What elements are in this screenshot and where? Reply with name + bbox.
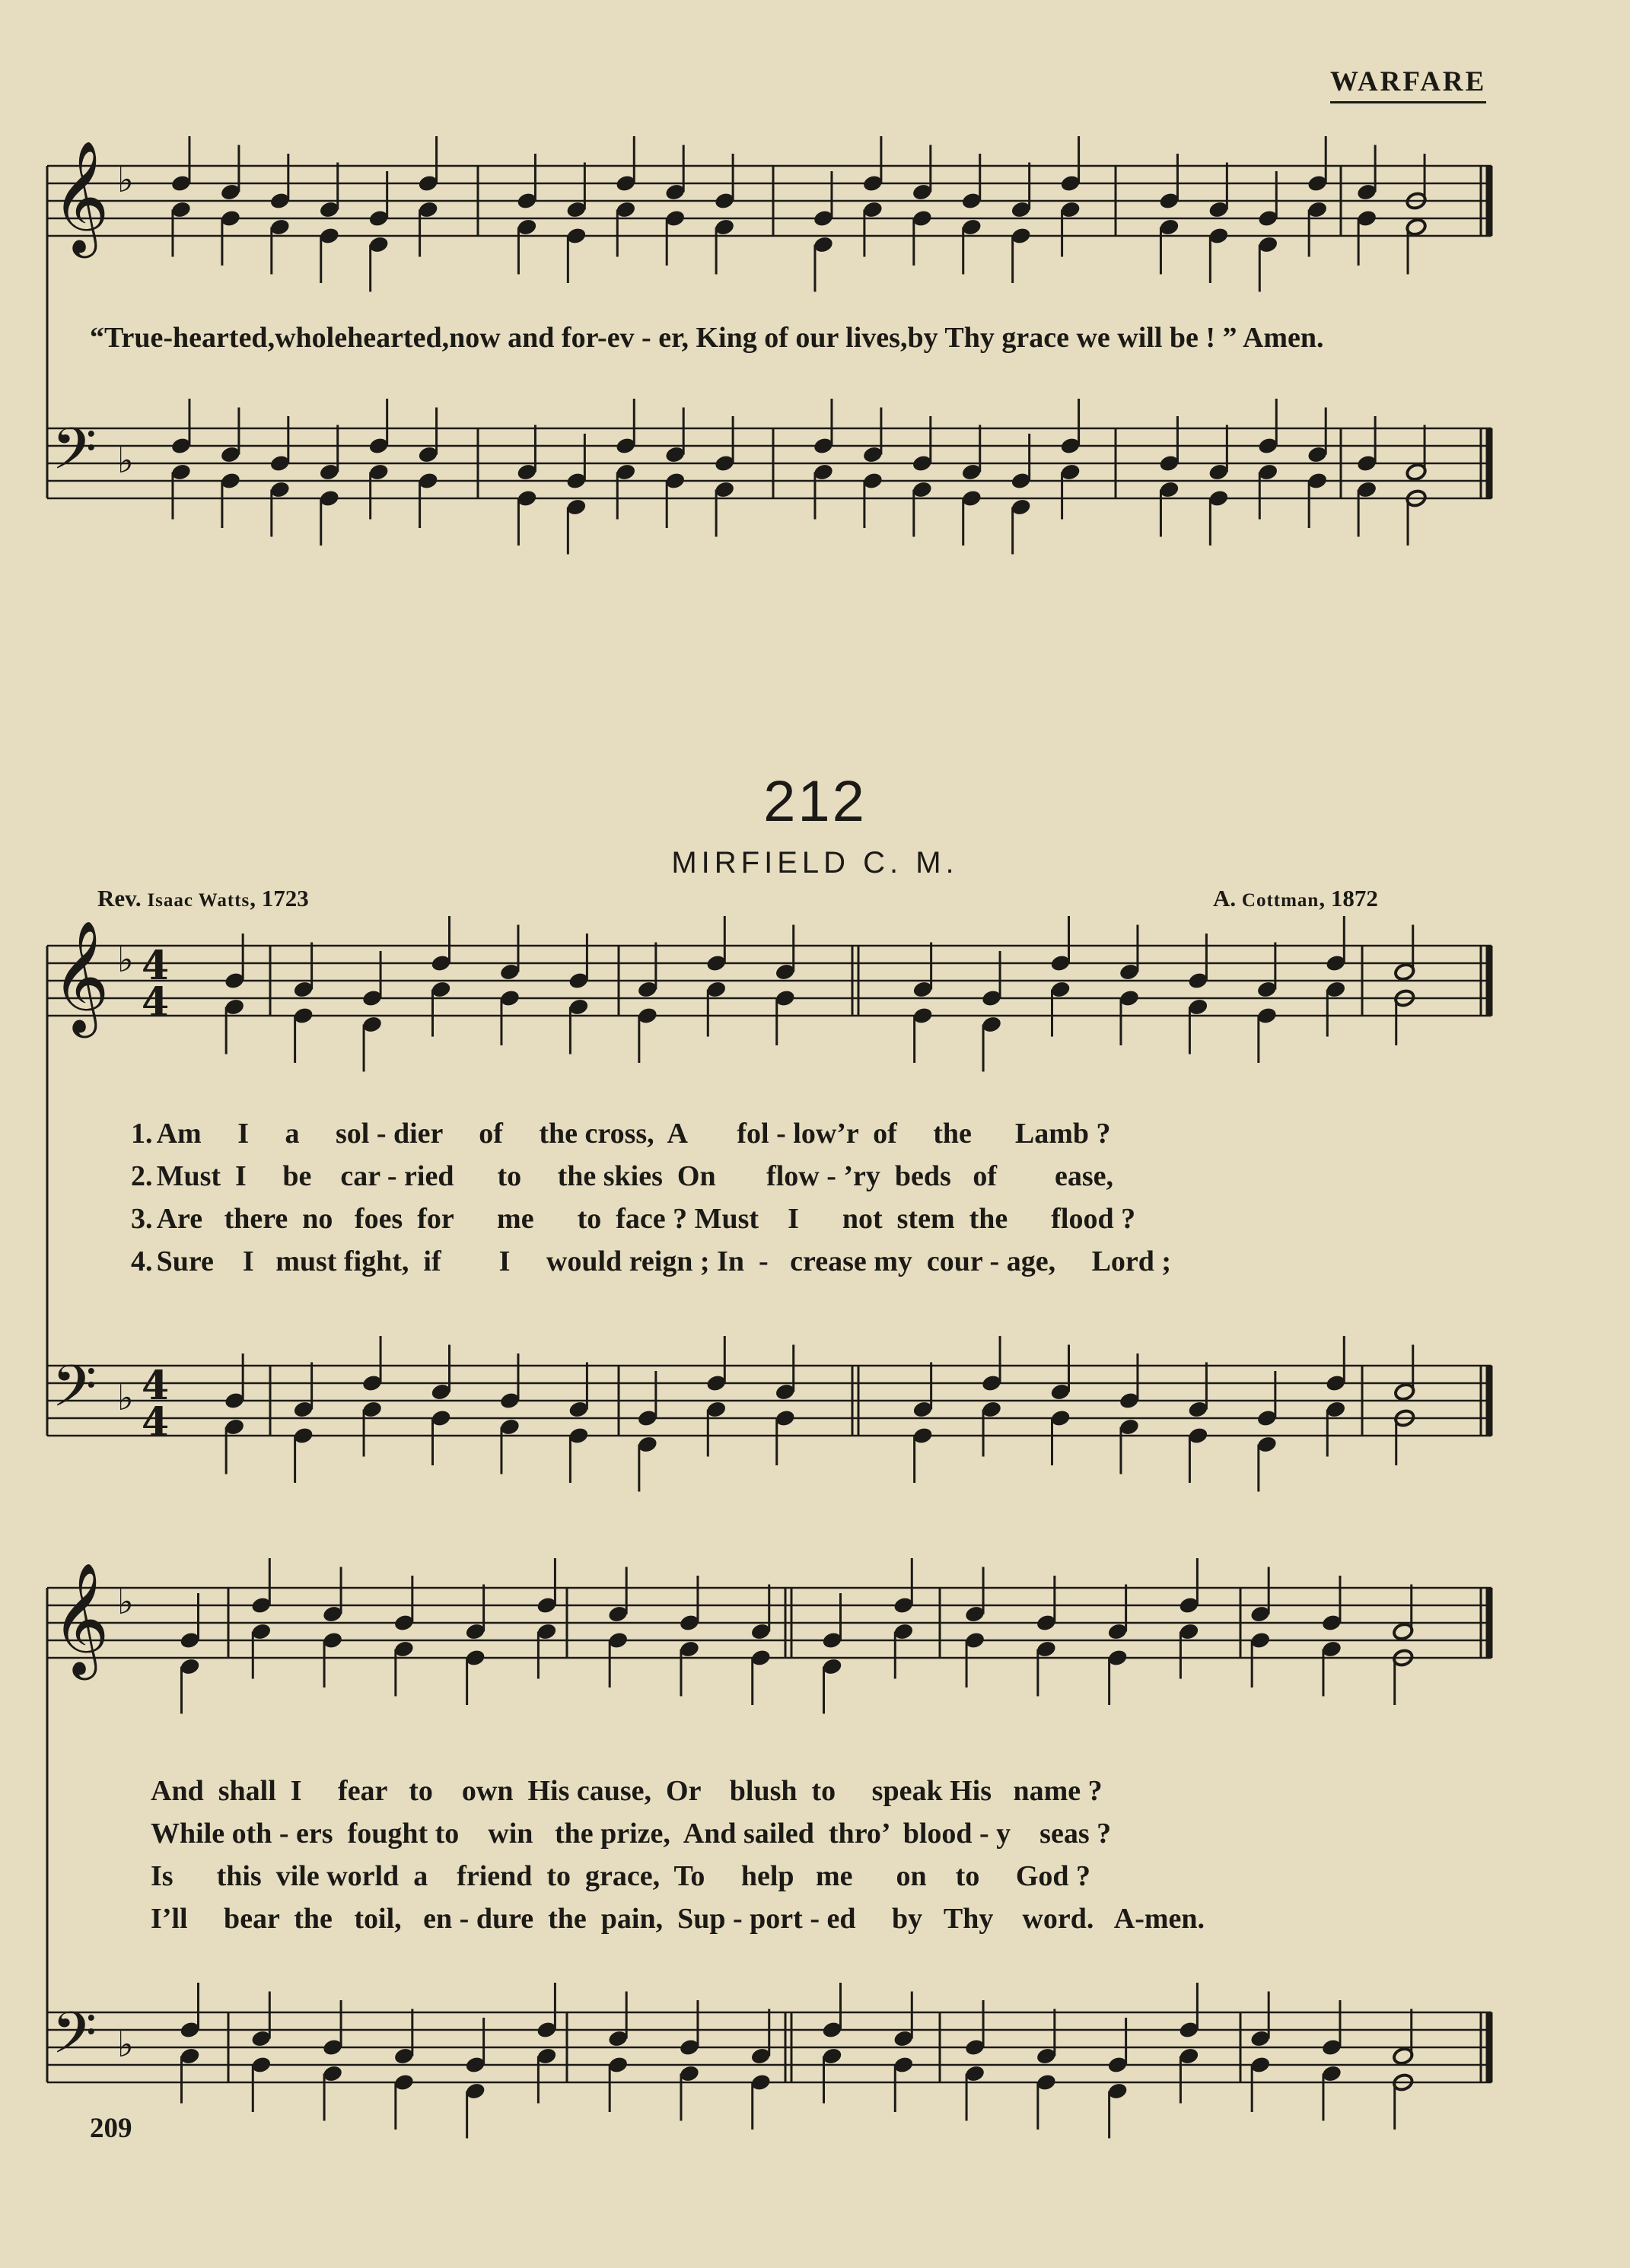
- verse-line-4b: I’ll bear the toil, en - dure the pain, Sup - port - ed by Thy word. A-men.: [151, 1903, 1205, 1935]
- section-header: WARFARE: [1330, 65, 1486, 103]
- verse-line-3b: Is this vile world a friend to grace, To help me on to God ?: [151, 1860, 1091, 1892]
- page-number: 209: [90, 2113, 132, 2144]
- hymn-number: 212: [763, 769, 867, 834]
- treble-clef-icon: 𝄞: [52, 1562, 110, 1675]
- verse-line-4: 4. Sure I must fight, if I would reign ; In - crease my cour - age, Lord ;: [131, 1245, 1172, 1277]
- bass-clef-icon: 𝄢: [52, 1999, 97, 2081]
- verse-block-2: [151, 1774, 1205, 1945]
- verse-line-2: 2. Must I be car - ried to the skies On flow - ’ry beds of ease,: [131, 1160, 1114, 1192]
- verse-line-1b: And shall I fear to own His cause, Or blush to speak His name ?: [151, 1775, 1103, 1807]
- time-signature-bottom: 4: [142, 979, 170, 1026]
- author-name: Isaac Watts: [147, 890, 250, 911]
- time-signature-bottom: 4: [142, 1399, 170, 1446]
- verse-line-1: 1. Am I a sol - dier of the cross, A fol - low’r of the Lamb ?: [131, 1118, 1111, 1150]
- treble-clef-icon: 𝄞: [52, 140, 110, 253]
- composer-year: , 1872: [1319, 885, 1378, 911]
- flat-icon: ♭: [117, 939, 134, 980]
- author-year: , 1723: [250, 885, 309, 911]
- composer-prefix: A.: [1213, 885, 1242, 911]
- flat-icon: ♭: [117, 1377, 134, 1418]
- composer-credit: [1213, 885, 1378, 912]
- bass-clef-icon: 𝄢: [52, 415, 97, 497]
- verse-block-1: [131, 1117, 1171, 1287]
- prev-hymn-lyric: “True-hearted,wholehearted,now and for-ev - er, King of our lives,by Thy grace we will be ! ” Amen.: [90, 322, 1324, 354]
- author-prefix: Rev.: [97, 885, 148, 911]
- time-signature-top: 4: [142, 1363, 170, 1409]
- tune-name: MIRFIELD C. M.: [671, 846, 959, 880]
- flat-icon: ♭: [117, 1581, 134, 1622]
- composer-name: Cottman: [1241, 890, 1320, 911]
- flat-icon: ♭: [117, 159, 134, 200]
- verse-line-2b: While oth - ers fought to win the prize, And sailed thro’ blood - y seas ?: [151, 1818, 1112, 1850]
- verse-line-3: 3. Are there no foes for me to face ? Must I not stem the flood ?: [131, 1203, 1136, 1235]
- time-signature-top: 4: [142, 943, 170, 989]
- treble-clef-icon: 𝄞: [52, 920, 110, 1033]
- flat-icon: ♭: [117, 2024, 134, 2065]
- flat-icon: ♭: [117, 440, 134, 481]
- bass-clef-icon: 𝄢: [52, 1353, 97, 1434]
- author-credit: [97, 885, 309, 912]
